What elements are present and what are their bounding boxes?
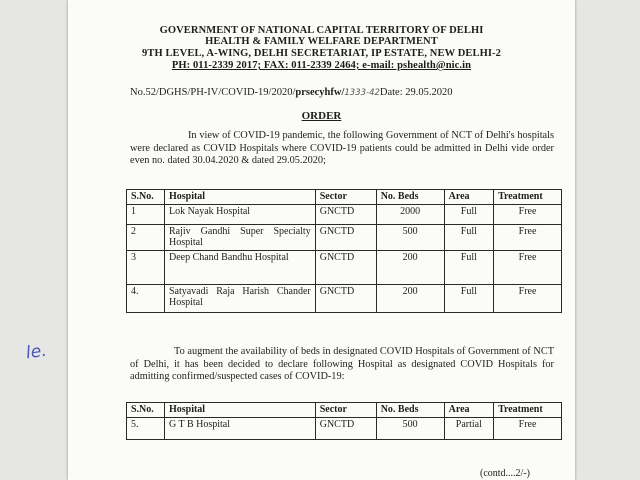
hospitals-table-2 — [126, 402, 562, 440]
col-sno: S.No. — [127, 190, 165, 205]
reference-code: prsecyhfw/ — [295, 87, 345, 98]
cell-beds: 500 — [376, 224, 444, 250]
cell-hospital: G T B Hospital — [164, 417, 315, 439]
cell-sector: GNCTD — [315, 284, 376, 312]
cell-sno: 4. — [127, 284, 165, 312]
table-row — [127, 224, 562, 250]
document-page — [68, 0, 575, 480]
cell-area: Partial — [444, 417, 493, 439]
cell-treatment: Free — [494, 417, 562, 439]
cell-sno: 2 — [127, 224, 165, 250]
cell-sno: 1 — [127, 204, 165, 224]
col-treatment: Treatment — [494, 190, 562, 205]
cell-sno: 3 — [127, 250, 165, 284]
reference-number: No.52/DGHS/PH-IV/COVID-19/2020/ — [130, 87, 296, 98]
table-header-row — [127, 190, 562, 205]
cell-beds: 200 — [376, 250, 444, 284]
cell-hospital: Rajiv Gandhi Super Specialty Hospital — [164, 224, 315, 250]
reference-date: Date: 29.05.2020 — [379, 87, 453, 98]
paragraph-intro: In view of COVID-19 pandemic, the following Government of NCT of Delhi's hospitals were declared as COVID Hospitals where COVID-19 patients could be admitted in Delhi vide order even no. dated 30.04.2020 & dated 29.05.2020; — [130, 130, 554, 166]
paragraph-augment: To augment the availability of beds in designated COVID Hospitals of Government of NCT of Delhi, it has been decided to declare following Hospital as designated COVID Hospitals for admitting confirmed/suspected cases of COVID-19: — [130, 346, 554, 382]
cell-hospital: Satyavadi Raja Harish Chander Hospital — [164, 284, 315, 312]
handwritten-margin-mark: le. — [24, 340, 48, 364]
header-department-line: HEALTH & FAMILY WELFARE DEPARTMENT — [205, 36, 438, 47]
col-sector: Sector — [315, 403, 376, 418]
cell-sno: 5. — [127, 417, 165, 439]
table-row — [127, 284, 562, 312]
cell-treatment: Free — [494, 224, 562, 250]
handwritten-number: 1333-42 — [344, 88, 380, 98]
cell-beds: 2000 — [376, 204, 444, 224]
col-beds: No. Beds — [376, 190, 444, 205]
table-header-row — [127, 403, 562, 418]
table-row — [127, 250, 562, 284]
cell-beds: 200 — [376, 284, 444, 312]
cell-treatment: Free — [494, 284, 562, 312]
cell-area: Full — [444, 284, 493, 312]
cell-beds: 500 — [376, 417, 444, 439]
cell-hospital: Lok Nayak Hospital — [164, 204, 315, 224]
cell-area: Full — [444, 204, 493, 224]
col-beds: No. Beds — [376, 403, 444, 418]
col-hospital: Hospital — [164, 403, 315, 418]
col-area: Area — [444, 190, 493, 205]
cell-treatment: Free — [494, 250, 562, 284]
table-row — [127, 204, 562, 224]
col-treatment: Treatment — [494, 403, 562, 418]
order-title: ORDER — [301, 110, 342, 122]
col-sector: Sector — [315, 190, 376, 205]
hospitals-table-1 — [126, 189, 562, 313]
header-address-line: 9TH LEVEL, A-WING, DELHI SECRETARIAT, IP ESTATE, NEW DELHI-2 — [142, 48, 501, 59]
cell-area: Full — [444, 250, 493, 284]
col-sno: S.No. — [127, 403, 165, 418]
table-row — [127, 417, 562, 439]
cell-sector: GNCTD — [315, 204, 376, 224]
cell-sector: GNCTD — [315, 250, 376, 284]
cell-sector: GNCTD — [315, 224, 376, 250]
cell-treatment: Free — [494, 204, 562, 224]
cell-hospital: Deep Chand Bandhu Hospital — [164, 250, 315, 284]
cell-area: Full — [444, 224, 493, 250]
header-contact-line: PH: 011-2339 2017; FAX: 011-2339 2464; e-mail: pshealth@nic.in — [171, 60, 472, 71]
continuation-note: (contd....2/-) — [480, 468, 530, 479]
reference-line — [130, 87, 453, 98]
cell-sector: GNCTD — [315, 417, 376, 439]
header-govt-line: GOVERNMENT OF NATIONAL CAPITAL TERRITORY OF DELHI — [159, 25, 484, 36]
col-hospital: Hospital — [164, 190, 315, 205]
col-area: Area — [444, 403, 493, 418]
